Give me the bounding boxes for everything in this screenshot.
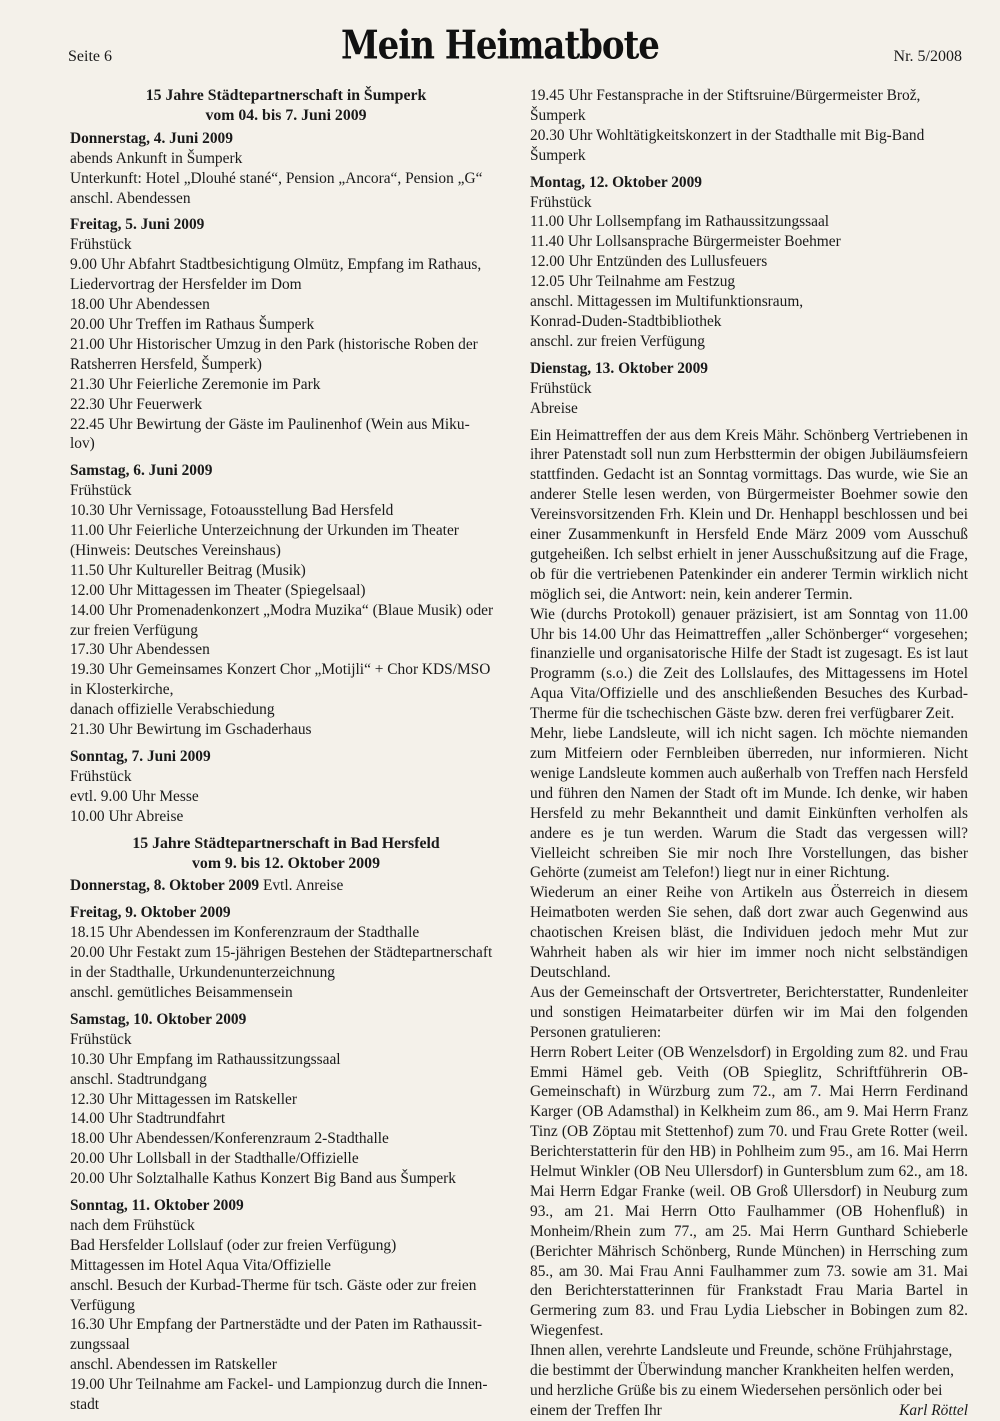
- day-heading: Donnerstag, 4. Juni 2009: [70, 129, 233, 147]
- program-item: 19.30 Uhr Gemeinsames Konzert Chor „Motijli“ + Chor KDS/MSO: [70, 661, 491, 679]
- program-item: Šumperk: [530, 106, 586, 124]
- program-item: Liedervortrag der Hersfelder im Dom: [70, 276, 302, 294]
- right-column: [530, 86, 968, 1421]
- program-item: (Hinweis: Deutsches Vereinshaus): [70, 541, 281, 559]
- program-item: Frühstück: [70, 767, 132, 785]
- closing: [530, 1341, 968, 1401]
- program-item: nach dem Frühstück: [70, 1216, 195, 1234]
- left-column: [70, 86, 502, 1415]
- program-item: in Klosterkirche,: [70, 681, 174, 699]
- program-item: anschl. Mittagessen im Multifunktionsraum,: [530, 293, 804, 311]
- program-item: in der Stadthalle, Urkundenunterzeichnung: [70, 964, 335, 982]
- article-paragraph: Wie (durchs Protokoll) genauer präzisiert, ist am Sonntag von 11.00 Uhr bis 14.00 Uhr das Heimattreffen „aller Schönberger“ vorgesehen; finanzielle und organisatorische Hilfe der Stadt ist zugesagt. Es ist laut Programm (s.o.) die Zeit des Lollslaufes, des Mittagessens im Hotel Aqua Vita/Offizielle und des anschließenden Besuches des Kurbad-Therme für die tschechischen Gäste bzw. deren frei verfügbarer Zeit.: [530, 605, 968, 723]
- arrival-note: Evtl. Anreise: [259, 877, 344, 895]
- program-item: anschl. Besuch der Kurbad-Therme für tsch. Gäste oder zur freien: [70, 1276, 477, 1294]
- program-item: 22.45 Uhr Bewirtung der Gäste im Paulinenhof (Wein aus Miku-: [70, 415, 470, 433]
- program-item: zur freien Verfügung: [70, 621, 198, 639]
- program-item: anschl. gemütliches Beisammensein: [70, 983, 293, 1001]
- closing-line: und herzliche Grüße bis zu einem Wiedersehen persönlich oder bei: [530, 1382, 943, 1399]
- program-item: anschl. zur freien Verfügung: [530, 332, 705, 350]
- program-item: 17.30 Uhr Abendessen: [70, 641, 210, 659]
- program-item: evtl. 9.00 Uhr Messe: [70, 787, 199, 805]
- program-item: 11.40 Uhr Lollsansprache Bürgermeister Boehmer: [530, 233, 841, 251]
- day-heading: Samstag, 6. Juni 2009: [70, 462, 213, 480]
- day-heading: Samstag, 10. Oktober 2009: [70, 1010, 247, 1028]
- program-item: 18.15 Uhr Abendessen im Konferenzraum der Stadthalle: [70, 924, 420, 942]
- issue-number: Nr. 5/2008: [893, 48, 962, 65]
- day-heading: Donnerstag, 8. Oktober 2009: [70, 877, 260, 895]
- program-item: 20.30 Uhr Wohltätigkeitskonzert in der Stadthalle mit Big-Band: [530, 126, 925, 144]
- day-heading: Freitag, 9. Oktober 2009: [70, 904, 231, 922]
- closing-line: Ihnen allen, verehrte Landsleute und Freunde, schöne Frühjahrstage,: [530, 1342, 953, 1360]
- sumperk-program: [70, 129, 502, 827]
- program-item: 11.00 Uhr Feierliche Unterzeichnung der Urkunden im Theater: [70, 522, 459, 540]
- program-item: Frühstück: [530, 379, 592, 397]
- program-item: 11.50 Uhr Kultureller Beitrag (Musik): [70, 561, 306, 579]
- day-heading: Freitag, 5. Juni 2009: [70, 216, 205, 234]
- program-item: 21.30 Uhr Bewirtung im Gschaderhaus: [70, 721, 312, 739]
- page-number: Seite 6: [68, 48, 112, 65]
- program-item: Mittagessen im Hotel Aqua Vita/Offizielle: [70, 1256, 331, 1274]
- article-body: [530, 426, 968, 1342]
- article-paragraph: Mehr, liebe Landsleute, will ich nicht sagen. Ich möchte niemanden zum Mitfeiern oder Fernbleiben überreden, nur informieren. Nicht wenige Landsleute kommen auch außerhalb von Treffen nach Hersfeld und führen den Namen der Stadt oft im Munde. Ich denke, wir haben Hersfeld zu mehr Bekanntheit und damit Einkünften verholfen als andere es je tun werden. Warum die Stadt das vergessen will? Vielleicht schreiben Sie mir noch Ihre Vorstellungen, das bisher Gehörte (zumeist am Telefon!) liegt nur in einer Richtung.: [530, 725, 968, 882]
- program-item: 20.00 Uhr Lollsball in der Stadthalle/Offizielle: [70, 1150, 359, 1168]
- program-item: Konrad-Duden-Stadtbibliothek: [530, 312, 722, 330]
- author-signature: Karl Röttel: [899, 1401, 968, 1419]
- program-item: lov): [70, 435, 95, 453]
- program-item: 10.00 Uhr Abreise: [70, 807, 184, 825]
- program-item: danach offizielle Verabschiedung: [70, 701, 275, 719]
- program-item: 20.00 Uhr Solztalhalle Kathus Konzert Big Band aus Šumperk: [70, 1170, 456, 1188]
- day-heading: Dienstag, 13. Oktober 2009: [530, 359, 708, 377]
- program-item: 18.00 Uhr Abendessen/Konferenzraum 2-Stadthalle: [70, 1130, 389, 1148]
- hersfeld-arrival: [70, 876, 502, 896]
- program-item: Bad Hersfelder Lollslauf (oder zur freien Verfügung): [70, 1236, 397, 1254]
- program-item: Unterkunft: Hotel „Dlouhé stané“, Pension „Ancora“, Pension „G“: [70, 169, 483, 187]
- program-item: Verfügung: [70, 1296, 135, 1314]
- hersfeld-dates: vom 9. bis 12. Oktober 2009: [192, 854, 380, 872]
- program-item: Šumperk: [530, 146, 586, 164]
- program-item: 9.00 Uhr Abfahrt Stadtbesichtigung Olmütz, Empfang im Rathaus,: [70, 256, 482, 274]
- program-item: 12.00 Uhr Entzünden des Lullusfeuers: [530, 253, 768, 271]
- program-item: anschl. Abendessen im Ratskeller: [70, 1356, 277, 1374]
- page-header: [0, 0, 1000, 80]
- day-heading: Montag, 12. Oktober 2009: [530, 173, 703, 191]
- closing-line: die bestimmt der Überwindung mancher Krankheiten helfen werden,: [530, 1362, 954, 1380]
- program-item: Frühstück: [70, 482, 132, 500]
- program-item: Frühstück: [70, 236, 132, 254]
- article-paragraph: Herrn Robert Leiter (OB Wenzelsdorf) in Ergolding zum 82. und Frau Emmi Hämel geb. Veith (OB Spieglitz, Schriftführerin OB-Gemeinschaft) in Würzburg zum 72., am 7. Mai Herrn Ferdinand Karger (OB Adamsthal) in Kelkheim zum 86., am 9. Mai Herrn Franz Tinz (OB Zöptau mit Stettenhof) zum 70. und Frau Grete Rotter (weil. Berichterstatterin für den HB) in Pohlheim zum 95., am 16. Mai Herrn Helmut Winkler (OB Neu Ullersdorf) in Guntersblum zum 62., am 18. Mai Herrn Edgar Franke (weil. OB Groß Ullersdorf) in Neuburg zum 93., am 21. Mai Herrn Otto Faulhammer (OB Hohenfluß) in Monheim/Rhein zum 77., am 25. Mai Herrn Gunthard Schieberle (Berichter Mährisch Schönberg, Runde München) in Herrsching zum 85., am 30. Mai Frau Anni Faulhammer zum 73. sowie am 31. Mai den Berichterstatterinnen für Frankstadt Frau Maria Bartel in Germering zum 83. und Frau Lydia Liebscher in Bobingen zum 82. Wiegenfest.: [530, 1043, 968, 1340]
- program-item: 12.30 Uhr Mittagessen im Ratskeller: [70, 1090, 297, 1108]
- program-item: Abreise: [530, 399, 578, 417]
- program-item: 12.05 Uhr Teilnahme am Festzug: [530, 273, 736, 291]
- program-item: 11.00 Uhr Lollsempfang im Rathaussitzungssaal: [530, 213, 830, 231]
- masthead-logo: Mein Heimatbote: [341, 23, 659, 69]
- program-item: abends Ankunft in Šumperk: [70, 149, 243, 167]
- article-paragraph: Ein Heimattreffen der aus dem Kreis Mähr. Schönberg Vertriebenen in ihrer Patenstadt soll nun zum Herbsttermin der obigen Jubiläumsfeiern stattfinden. Gedacht ist an Sonntag vormittags. Das wurde, wie Sie an anderer Stelle lesen werden, von Bürgermeister Boehmer sowie den Vereinsvorsitzenden Frh. Klein und Dr. Henhappl beschlossen und bei einer Zusammenkunft in Hersfeld Ende März 2009 vom Ausschuß gutgeheißen. Ich selbst erhielt in jener Ausschußsitzung auf die Frage, ob für die vertriebenen Patenkinder ein anderer Termin wirklich nicht möglich sei, die Antwort: nein, kein anderer Termin.: [530, 426, 968, 603]
- article-paragraph: Wiederum an einer Reihe von Artikeln aus Österreich in diesem Heimatboten werden Sie sehen, daß dort zwar auch Gegenwind aus chaotischen Kreisen bläst, die Individuen jedoch mehr Mut zur Wahrheit haben als wir hier im immer noch nicht selbständigen Deutschland.: [530, 884, 968, 981]
- program-item: Frühstück: [530, 193, 592, 211]
- program-item: 21.00 Uhr Historischer Umzug in den Park (historische Roben der: [70, 335, 478, 353]
- program-item: 19.45 Uhr Festansprache in der Stiftsruine/Bürgermeister Brož,: [530, 87, 921, 104]
- program-item: 12.00 Uhr Mittagessen im Theater (Spiegelsaal): [70, 581, 366, 599]
- program-item: 14.00 Uhr Stadtrundfahrt: [70, 1110, 226, 1128]
- day-heading: Sonntag, 7. Juni 2009: [70, 748, 211, 765]
- program-item: 20.00 Uhr Treffen im Rathaus Šumperk: [70, 315, 315, 333]
- program-days-right: [530, 166, 968, 419]
- program-item: 16.30 Uhr Empfang der Partnerstädte und der Paten im Rathaussit-: [70, 1316, 483, 1334]
- sumperk-title: 15 Jahre Städtepartnerschaft in Šumperk: [145, 87, 427, 104]
- program-item: anschl. Abendessen: [70, 189, 191, 207]
- hersfeld-title: 15 Jahre Städtepartnerschaft in Bad Hersfeld: [132, 834, 440, 852]
- program-item: 21.30 Uhr Feierliche Zeremonie im Park: [70, 375, 321, 393]
- article-paragraph: Aus der Gemeinschaft der Ortsvertreter, Berichterstatter, Rundenleiter und sonstigen Heimatarbeiter dürfen wir im Mai den folgenden Personen gratulieren:: [530, 983, 968, 1041]
- program-item: 22.30 Uhr Feuerwerk: [70, 395, 203, 413]
- closing-last-line: einem der Treffen Ihr: [530, 1401, 662, 1419]
- program-item: 18.00 Uhr Abendessen: [70, 296, 210, 314]
- program-item: 10.30 Uhr Vernissage, Fotoausstellung Bad Hersfeld: [70, 502, 394, 520]
- program-item: stadt: [70, 1396, 100, 1414]
- sumperk-dates: vom 04. bis 7. Juni 2009: [205, 106, 367, 124]
- program-item: Frühstück: [70, 1030, 132, 1048]
- program-item: 20.00 Uhr Festakt zum 15-jährigen Bestehen der Städtepartnerschaft: [70, 944, 493, 962]
- hersfeld-program: [70, 896, 502, 1415]
- program-item: 19.00 Uhr Teilnahme am Fackel- und Lampionzug durch die Innen-: [70, 1376, 488, 1394]
- program-item: 10.30 Uhr Empfang im Rathaussitzungssaal: [70, 1050, 341, 1068]
- program-item: Ratsherren Hersfeld, Šumperk): [70, 355, 262, 373]
- day-heading: Sonntag, 11. Oktober 2009: [70, 1197, 244, 1215]
- program-item: anschl. Stadtrundgang: [70, 1070, 207, 1088]
- program-item: zungssaal: [70, 1336, 130, 1354]
- program-item: 14.00 Uhr Promenadenkonzert „Modra Muzika“ (Blaue Musik) oder: [70, 601, 494, 619]
- closing-signature-line: [530, 1401, 968, 1421]
- program-continued: [530, 86, 968, 166]
